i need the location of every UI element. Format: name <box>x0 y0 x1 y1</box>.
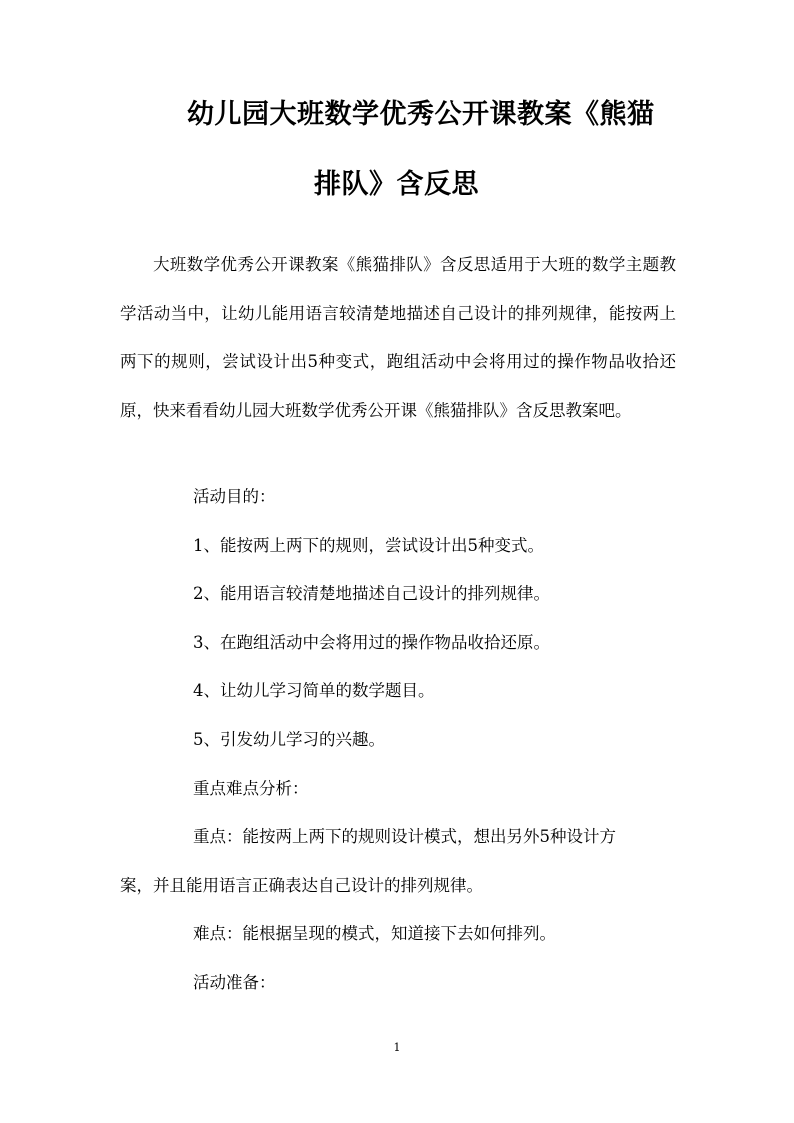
difficulty-text: 难点：能根据呈现的模式，知道接下去如何排列。 <box>193 924 556 943</box>
goal-item-3: 3、在跑组活动中会将用过的操作物品收拾还原。 <box>193 633 550 652</box>
page-number: 1 <box>393 1041 401 1054</box>
section-heading-goals: 活动目的： <box>193 487 276 506</box>
key-point-line-1: 重点：能按两上两下的规则设计模式，想出另外5种设计方 <box>193 827 616 846</box>
key-point-line-2: 案，并且能用语言正确表达自己设计的排列规律。 <box>120 876 483 895</box>
document-title-line-2: 排队》含反思 <box>314 169 479 200</box>
section-heading-preparation: 活动准备： <box>193 973 276 992</box>
goal-item-1: 1、能按两上两下的规则，尝试设计出5种变式。 <box>193 536 544 555</box>
intro-paragraph: 大班数学优秀公开课教案《熊猫排队》含反思适用于大班的数学主题教学活动当中，让幼儿能用语言较清楚地描述自己设计的排列规律，能按两上两下的规则，尝试设计出5种变式，跑组活动中会将用过的操作物品收拾还原，快来看看幼儿园大班数学优秀公开课《熊猫排队》含反思教案吧。 <box>120 255 676 420</box>
section-heading-key-points: 重点难点分析： <box>193 779 309 798</box>
goal-item-4: 4、让幼儿学习简单的数学题目。 <box>193 681 435 700</box>
goal-item-5: 5、引发幼儿学习的兴趣。 <box>193 730 385 749</box>
goal-item-2: 2、能用语言较清楚地描述自己设计的排列规律。 <box>193 584 550 603</box>
document-title-line-1: 幼儿园大班数学优秀公开课教案《熊猫 <box>187 99 655 130</box>
